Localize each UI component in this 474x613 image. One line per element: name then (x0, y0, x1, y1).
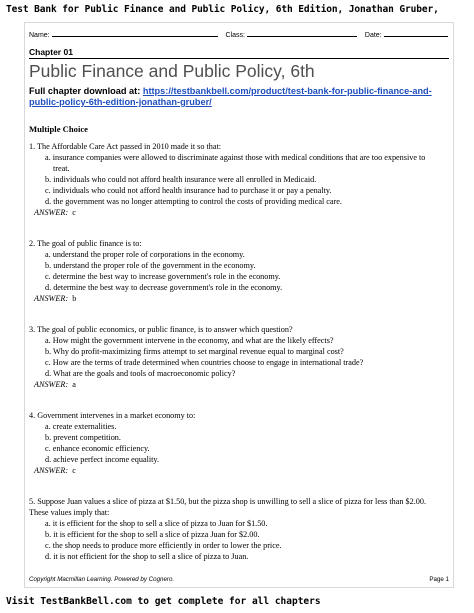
answer-value: c (72, 208, 76, 217)
answer-line (29, 207, 443, 218)
question-4 (29, 410, 443, 476)
name-field-line (52, 29, 218, 37)
question-stem: 1. The Affordable Care Act passed in 2010 made it so that: (29, 142, 222, 151)
page-number: Page 1 (429, 576, 449, 583)
question-5 (29, 496, 443, 562)
date-label: Date: (364, 32, 382, 39)
answer-option: a. insurance companies were allowed to discriminate against those with medical conditions that are too expensive to treat. (45, 153, 426, 173)
answer-value: a (72, 380, 76, 389)
document-page (24, 22, 454, 588)
answer-option: d. the government was no longer attempting to control the costs of providing medical care. (45, 197, 342, 206)
page-title: Public Finance and Public Policy, 6th (29, 61, 315, 81)
question-2 (29, 238, 443, 304)
chapter-heading: Chapter 01 (29, 47, 73, 57)
answer-option: a. understand the proper role of corporations in the economy. (45, 250, 245, 259)
answer-option: b. prevent competition. (45, 433, 121, 442)
answer-option: b. understand the proper role of the government in the economy. (45, 261, 256, 270)
chapter-divider (29, 58, 449, 59)
answer-option: a. create externalities. (45, 422, 117, 431)
download-link[interactable]: https://testbankbell.com/product/test-bank-for-public-finance-and-public-policy-6th-edition-jonathan-gruber/ (29, 86, 432, 107)
section-heading: Multiple Choice (29, 124, 88, 134)
answer-label: ANSWER: (34, 380, 69, 389)
answer-option: a. How might the government intervene in the economy, and what are the likely effects? (45, 336, 334, 345)
answer-option: a. it is efficient for the shop to sell a slice of pizza to Juan for $1.50. (45, 519, 268, 528)
top-banner: Test Bank for Public Finance and Public Policy, 6th Edition, Jonathan Gruber, (6, 4, 439, 15)
question-3 (29, 324, 443, 390)
answer-option: d. What are the goals and tools of macroeconomic policy? (45, 369, 236, 378)
bottom-banner: Visit TestBankBell.com to get complete for all chapters (6, 596, 321, 607)
question-stem: 4. Government intervenes in a market economy to: (29, 411, 196, 420)
name-class-date-header (29, 29, 449, 39)
copyright-text: Copyright Macmillan Learning. Powered by Cognero. (29, 576, 175, 583)
answer-option: d. it is not efficient for the shop to sell a slice of pizza to Juan. (45, 552, 249, 561)
question-stem: 2. The goal of public finance is to: (29, 239, 142, 248)
answer-label: ANSWER: (34, 208, 69, 217)
answer-option: c. individuals who could not afford health insurance had to purchase it or pay a penalty. (45, 186, 332, 195)
answer-option: c. determine the best way to increase government's role in the economy. (45, 272, 281, 281)
class-label: Class: (225, 32, 245, 39)
answer-option: b. it is efficient for the shop to sell a slice of pizza Juan for $2.00. (45, 530, 260, 539)
class-field-line (247, 29, 357, 37)
answer-option: d. achieve perfect income equality. (45, 455, 160, 464)
answer-option: d. determine the best way to decrease government's role in the economy. (45, 283, 283, 292)
answer-label: ANSWER: (34, 294, 69, 303)
answer-option: b. Why do profit-maximizing firms attempt to set marginal revenue equal to marginal cost? (45, 347, 344, 356)
name-label: Name: (29, 32, 50, 39)
answer-line (29, 465, 443, 476)
answer-label: ANSWER: (34, 466, 69, 475)
question-1 (29, 141, 443, 218)
answer-option: c. How are the terms of trade determined when countries choose to engage in international trade? (45, 358, 364, 367)
page-footer (29, 576, 449, 583)
download-line (29, 86, 449, 108)
answer-value: c (72, 466, 76, 475)
question-stem: 5. Suppose Juan values a slice of pizza at $1.50, but the pizza shop is unwilling to sell a slice of pizza for less than $2.00. These values imply that: (29, 497, 427, 517)
answer-value: b (72, 294, 77, 303)
answer-option: c. the shop needs to produce more efficiently in order to lower the price. (45, 541, 282, 550)
answer-option: c. enhance economic efficiency. (45, 444, 150, 453)
date-field-line (384, 29, 448, 37)
answer-line (29, 293, 443, 304)
answer-option: b. individuals who could not afford health insurance were all enrolled in Medicaid. (45, 175, 317, 184)
question-stem: 3. The goal of public economics, or public finance, is to answer which question? (29, 325, 293, 334)
download-prefix: Full chapter download at: (29, 86, 143, 96)
answer-line (29, 379, 443, 390)
